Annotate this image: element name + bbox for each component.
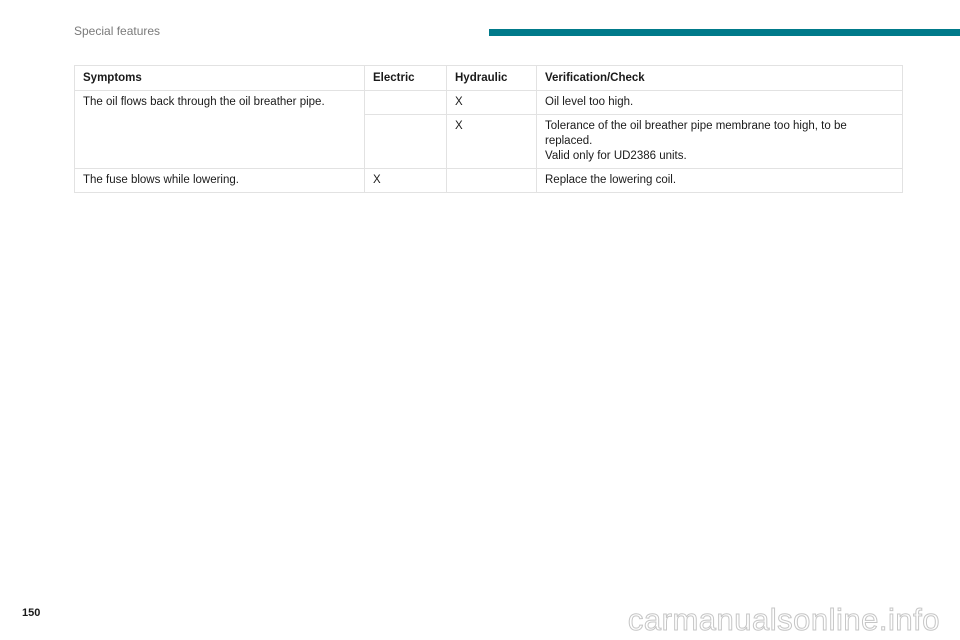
- hydraulic-cell: X: [447, 91, 537, 115]
- section-accent-bar: [489, 29, 960, 36]
- electric-cell: [365, 115, 447, 169]
- verification-cell: Oil level too high.: [537, 91, 903, 115]
- page-number: 150: [22, 607, 41, 619]
- electric-cell: X: [365, 169, 447, 193]
- verification-cell: Replace the lowering coil.: [537, 169, 903, 193]
- column-header-electric: Electric: [365, 66, 447, 91]
- electric-cell: [365, 91, 447, 115]
- table-row: [75, 91, 903, 115]
- hydraulic-cell: X: [447, 115, 537, 169]
- troubleshooting-table: [74, 65, 903, 193]
- column-header-hydraulic: Hydraulic: [447, 66, 537, 91]
- watermark-logo: carmanualsonline.info: [627, 602, 940, 637]
- symptom-cell: The oil flows back through the oil breather pipe.: [75, 91, 365, 169]
- column-header-verification: Verification/Check: [537, 66, 903, 91]
- verification-cell: Tolerance of the oil breather pipe membrane too high, to be replaced. Valid only for UD2386 units.: [537, 115, 903, 169]
- table-row: [75, 169, 903, 193]
- table-header-row: [75, 66, 903, 91]
- section-title: Special features: [74, 24, 161, 38]
- symptom-cell: The fuse blows while lowering.: [75, 169, 365, 193]
- hydraulic-cell: [447, 169, 537, 193]
- column-header-symptoms: Symptoms: [75, 66, 365, 91]
